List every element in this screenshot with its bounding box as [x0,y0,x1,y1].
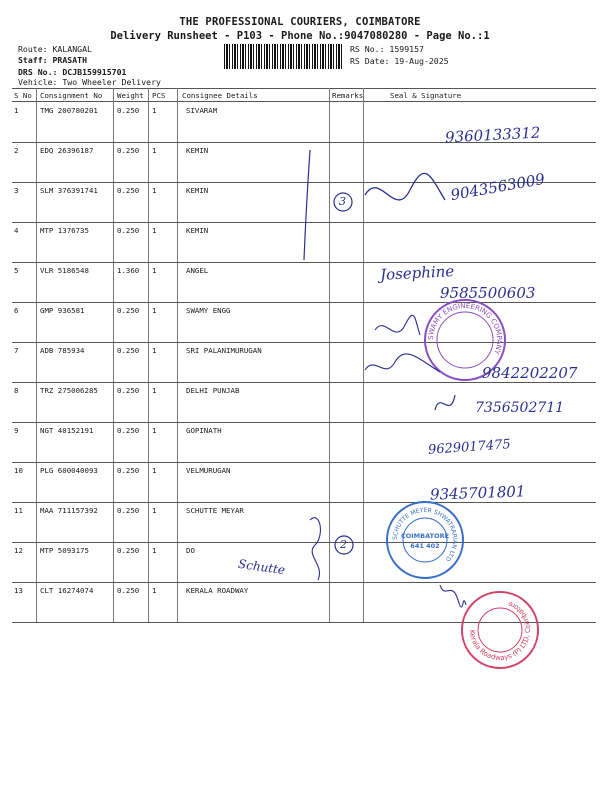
col-weight: Weight [117,91,144,100]
row-consignee: KEMIN [186,146,209,155]
runsheet-subtitle: Delivery Runsheet - P103 - Phone No.:9047080280 - Page No.:1 [110,30,490,42]
row-consignee: KEMIN [186,226,209,235]
row-sno: 2 [14,146,19,155]
hw-signature-row12: Schutte [237,556,286,578]
hw-phone-row8: 7356502711 [475,400,565,416]
signature-scribble [365,173,445,200]
hw-phone-row5: 9585500603 [440,284,536,302]
row-pcs: 1 [152,226,157,235]
signature-scribble [435,395,455,410]
row-sno: 5 [14,266,19,275]
row-weight: 0.250 [117,466,140,475]
row-weight: 0.250 [117,306,140,315]
row-weight: 1.360 [117,266,140,275]
row-consignment: VLR 5186548 [40,266,89,275]
row-pcs: 1 [152,266,157,275]
row-weight: 0.250 [117,546,140,555]
schutte-ring-text: SCHUTTE MEYER SHWATRARIAN LTD [391,506,459,563]
row-consignment: MTP 5093175 [40,546,89,555]
row-consignment: SLM 376391741 [40,186,98,195]
row-weight: 0.250 [117,186,140,195]
hw-remark-3: 3 [339,195,346,208]
rs-number: RS No.: 1599157 [350,44,424,54]
row-weight: 0.250 [117,146,140,155]
row-weight: 0.250 [117,386,140,395]
row-pcs: 1 [152,146,157,155]
row-consignee: KERALA ROADWAY [186,586,249,595]
row-consignment: EDQ 26396187 [40,146,94,155]
row-consignment: PLG 600040093 [40,466,98,475]
signature-scribble [310,518,320,580]
row-consignee: DELHI PUNJAB [186,386,240,395]
col-consignment: Consignment No [40,91,103,100]
row-consignee: GOPINATH [186,426,222,435]
row-weight: 0.250 [117,506,140,515]
row-sno: 8 [14,386,19,395]
row-weight: 0.250 [117,346,140,355]
row-sno: 13 [14,586,23,595]
row-consignee: ANGEL [186,266,209,275]
route-label: Route: KALANGAL [18,44,92,54]
row-sno: 9 [14,426,19,435]
drs-number: DRS No.: DCJB159915701 [18,67,127,77]
row-consignee: SRI PALANIMURUGAN [186,346,262,355]
row-consignment: NGT 40152191 [40,426,94,435]
rs-date: RS Date: 19-Aug-2025 [350,56,449,66]
row-pcs: 1 [152,506,157,515]
row-consignee: SCHUTTE MEYAR [186,506,244,515]
pen-line [304,150,310,260]
row-weight: 0.250 [117,226,140,235]
row-consignment: TRZ 275006285 [40,386,98,395]
row-consignee: VELMURUGAN [186,466,231,475]
row-pcs: 1 [152,546,157,555]
row-consignee: SWAMY ENGG [186,306,231,315]
schutte-pin-text: 641 402 [410,542,440,550]
row-consignment: GMP 936581 [40,306,85,315]
row-consignment: CLT 16274074 [40,586,94,595]
staff-label: Staff: PRASATH [18,55,88,65]
row-consignment: MTP 1376735 [40,226,89,235]
row-sno: 10 [14,466,23,475]
row-pcs: 1 [152,466,157,475]
row-weight: 0.250 [117,106,140,115]
schutte-meyer-stamp [387,502,463,578]
row-consignee: KEMIN [186,186,209,195]
hw-phone-row1: 9360133312 [444,123,541,147]
row-consignment: ADB 785934 [40,346,85,355]
row-sno: 7 [14,346,19,355]
row-consignee: DO [186,546,195,555]
col-signature: Seal & Signature [390,91,462,100]
row-sno: 11 [14,506,23,515]
row-consignee: SIVARAM [186,106,218,115]
hw-phone-row3: 9043563009 [449,169,547,205]
row-pcs: 1 [152,426,157,435]
row-weight: 0.250 [117,586,140,595]
row-consignment: MAA 711157392 [40,506,98,515]
col-remarks: Remarks [332,91,364,100]
row-sno: 4 [14,226,19,235]
row-pcs: 1 [152,386,157,395]
row-consignment: TMG 200780201 [40,106,98,115]
signature-scribble [375,315,420,335]
row-pcs: 1 [152,586,157,595]
vehicle-label: Vehicle: Two Wheeler Delivery [18,77,161,87]
company-title: THE PROFESSIONAL COURIERS, COIMBATORE [179,16,421,28]
hw-remark-12: 2 [340,538,347,551]
hw-name-row5: Josephine [379,262,455,284]
kerala-roadways-stamp [462,592,538,668]
col-pcs: PCS [152,91,166,100]
hw-phone-row9: 9629017475 [427,437,512,458]
row-pcs: 1 [152,306,157,315]
row-pcs: 1 [152,186,157,195]
col-sno: S No [14,91,32,100]
row-sno: 3 [14,186,19,195]
col-consignee: Consignee Details [182,91,258,100]
hw-phone-row10: 9345701801 [429,482,526,504]
schutte-city-text: COIMBATORE [400,532,450,540]
row-weight: 0.250 [117,426,140,435]
kerala-stamp-text: Kerala Roadways (P) LTD, Coimbatore [467,599,533,663]
row-sno: 6 [14,306,19,315]
row-pcs: 1 [152,346,157,355]
hw-phone-row7: 9842202207 [482,364,578,382]
row-pcs: 1 [152,106,157,115]
row-sno: 12 [14,546,23,555]
signature-scribble [440,585,466,607]
row-sno: 1 [14,106,19,115]
swamy-stamp-text: SWAMY ENGINEERING COMPANY [426,301,504,356]
